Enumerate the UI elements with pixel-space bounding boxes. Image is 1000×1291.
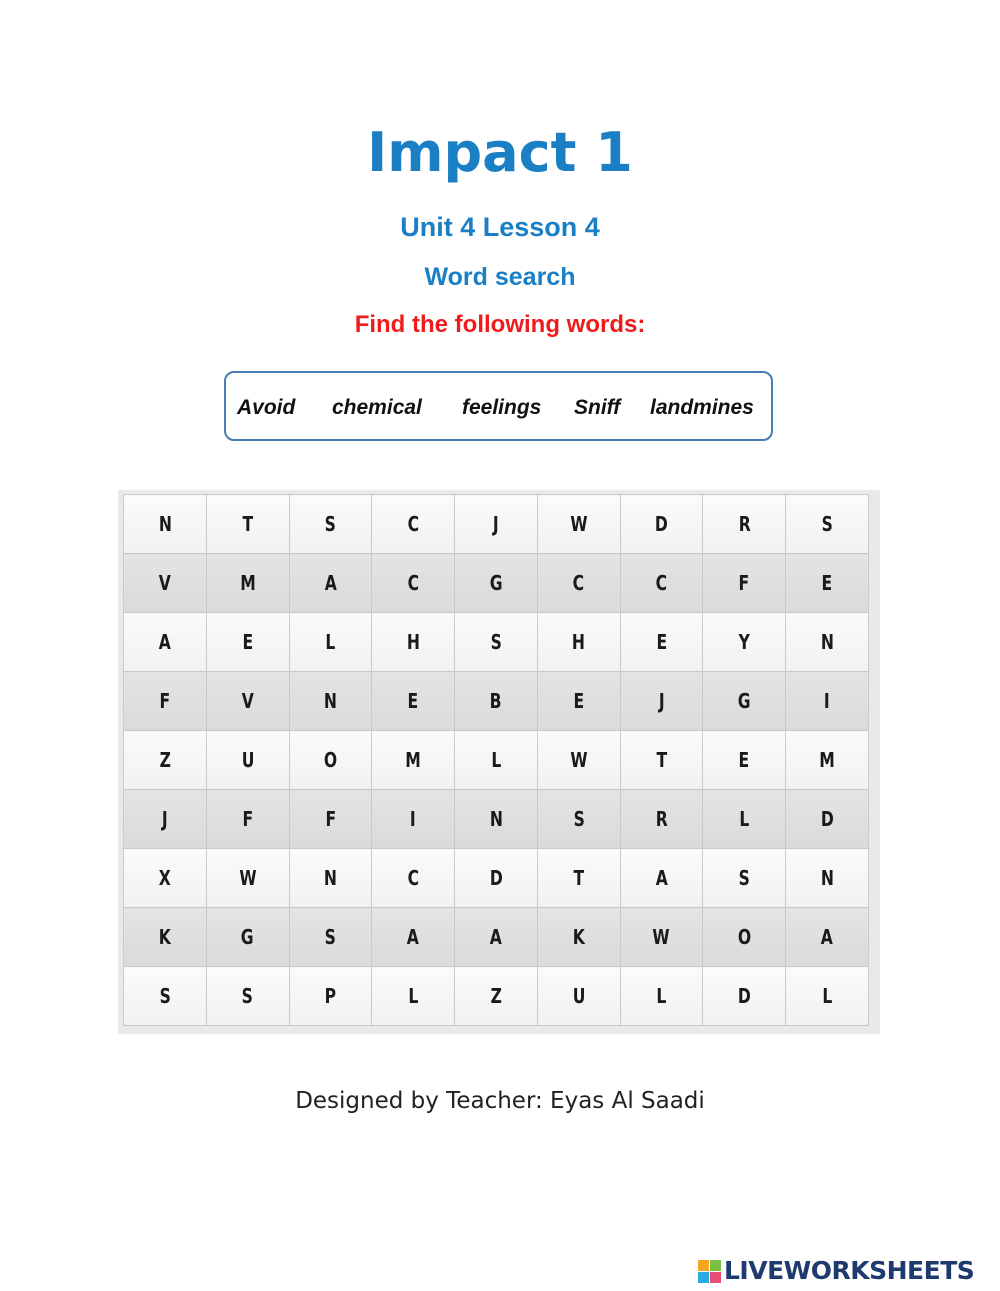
grid-letter: K xyxy=(158,925,171,949)
grid-letter: J xyxy=(658,689,665,713)
grid-letter: N xyxy=(820,866,834,890)
grid-cell[interactable] xyxy=(124,908,207,967)
word-list-box xyxy=(224,371,773,441)
word-item: landmines xyxy=(650,396,754,419)
activity-title: Word search xyxy=(424,263,576,291)
grid-cell[interactable] xyxy=(703,849,786,908)
grid-row xyxy=(124,790,869,849)
grid-letter: O xyxy=(323,748,338,772)
grid-letter: E xyxy=(821,571,833,595)
grid-letter: V xyxy=(241,689,254,713)
grid-cell[interactable] xyxy=(537,554,620,613)
grid-cell[interactable] xyxy=(786,967,869,1026)
grid-letter: L xyxy=(656,984,667,1008)
grid-letter: M xyxy=(819,748,835,772)
grid-cell[interactable] xyxy=(537,672,620,731)
grid-cell[interactable] xyxy=(455,554,538,613)
grid-letter: J xyxy=(493,512,499,536)
grid-cell[interactable] xyxy=(703,967,786,1026)
word-item: feelings xyxy=(462,396,542,419)
grid-cell[interactable] xyxy=(703,790,786,849)
grid-cell[interactable] xyxy=(124,672,207,731)
grid-cell[interactable] xyxy=(786,790,869,849)
grid-letter: Y xyxy=(738,630,750,654)
grid-cell[interactable] xyxy=(786,731,869,790)
grid-cell[interactable] xyxy=(289,849,372,908)
grid-cell[interactable] xyxy=(372,731,455,790)
grid-letter: E xyxy=(242,630,253,654)
grid-cell[interactable] xyxy=(206,908,289,967)
grid-cell[interactable] xyxy=(455,731,538,790)
grid-letter: C xyxy=(655,571,668,595)
grid-cell[interactable] xyxy=(124,967,207,1026)
grid-letter: F xyxy=(159,689,171,713)
grid-letter: A xyxy=(821,925,834,949)
grid-letter: S xyxy=(738,866,750,890)
grid-cell[interactable] xyxy=(537,495,620,554)
designer-credit: Designed by Teacher: Eyas Al Saadi xyxy=(295,1088,705,1114)
grid-cell[interactable] xyxy=(786,554,869,613)
grid-letter: M xyxy=(405,748,421,772)
grid-cell[interactable] xyxy=(289,967,372,1026)
grid-letter: W xyxy=(652,925,671,949)
grid-letter: C xyxy=(407,512,419,536)
grid-letter: N xyxy=(323,689,337,713)
grid-cell[interactable] xyxy=(537,731,620,790)
grid-letter: B xyxy=(489,689,502,713)
word-item: Avoid xyxy=(237,396,296,419)
grid-cell[interactable] xyxy=(289,672,372,731)
word-item: Sniff xyxy=(574,396,621,419)
grid-letter: E xyxy=(407,689,419,713)
grid-letter: E xyxy=(738,748,750,772)
grid-letter: U xyxy=(241,748,254,772)
grid-letter: A xyxy=(655,866,668,890)
grid-cell[interactable] xyxy=(786,613,869,672)
grid-row xyxy=(124,967,869,1026)
grid-cell[interactable] xyxy=(206,967,289,1026)
grid-letter: J xyxy=(161,807,168,831)
grid-letter: E xyxy=(573,689,585,713)
grid-cell[interactable] xyxy=(455,613,538,672)
grid-cell[interactable] xyxy=(124,790,207,849)
grid-cell[interactable] xyxy=(206,790,289,849)
liveworksheets-logo xyxy=(698,1256,974,1286)
instruction-text: Find the following words: xyxy=(354,311,646,338)
grid-letter: N xyxy=(489,807,503,831)
grid-row xyxy=(124,849,869,908)
grid-letter: R xyxy=(655,807,668,831)
grid-letter: L xyxy=(490,748,501,772)
grid-cell[interactable] xyxy=(124,613,207,672)
grid-letter: K xyxy=(572,925,585,949)
grid-letter: L xyxy=(325,630,336,654)
grid-letter: L xyxy=(408,984,419,1008)
grid-cell[interactable] xyxy=(620,495,703,554)
grid-cell[interactable] xyxy=(620,908,703,967)
grid-letter: E xyxy=(656,630,667,654)
grid-letter: V xyxy=(158,571,171,595)
grid-cell[interactable] xyxy=(620,613,703,672)
grid-letter: W xyxy=(570,748,588,772)
grid-cell[interactable] xyxy=(455,790,538,849)
grid-cell[interactable] xyxy=(289,790,372,849)
grid-cell[interactable] xyxy=(620,731,703,790)
grid-cell[interactable] xyxy=(372,554,455,613)
grid-letter: D xyxy=(820,807,834,831)
grid-cell[interactable] xyxy=(786,495,869,554)
grid-letter: S xyxy=(821,512,833,536)
grid-letter: M xyxy=(239,571,256,595)
grid-cell[interactable] xyxy=(537,849,620,908)
grid-letter: D xyxy=(654,512,668,536)
grid-cell[interactable] xyxy=(206,554,289,613)
grid-letter: A xyxy=(489,925,502,949)
grid-cell[interactable] xyxy=(124,731,207,790)
grid-cell[interactable] xyxy=(703,908,786,967)
grid-cell[interactable] xyxy=(206,495,289,554)
grid-letter: I xyxy=(824,689,830,713)
grid-letter: R xyxy=(738,512,751,536)
grid-row xyxy=(124,731,869,790)
grid-cell[interactable] xyxy=(455,908,538,967)
grid-letter: O xyxy=(737,925,751,949)
grid-cell[interactable] xyxy=(703,495,786,554)
grid-cell[interactable] xyxy=(372,495,455,554)
grid-row xyxy=(124,613,869,672)
grid-letter: W xyxy=(239,866,257,890)
grid-cell[interactable] xyxy=(620,849,703,908)
grid-cell[interactable] xyxy=(455,672,538,731)
word-item: chemical xyxy=(332,396,422,419)
grid-letter: A xyxy=(158,630,171,654)
grid-row xyxy=(124,908,869,967)
grid-cell[interactable] xyxy=(372,613,455,672)
grid-cell[interactable] xyxy=(206,731,289,790)
grid-letter: S xyxy=(159,984,171,1008)
grid-letter: G xyxy=(737,689,751,713)
logo-text: LIVEWORKSHEETS xyxy=(724,1256,975,1285)
grid-letter: C xyxy=(407,866,419,890)
grid-letter: N xyxy=(158,512,172,536)
grid-letter: H xyxy=(406,630,420,654)
grid-letter: N xyxy=(323,866,337,890)
grid-cell[interactable] xyxy=(124,554,207,613)
grid-letter: D xyxy=(489,866,503,890)
grid-cell[interactable] xyxy=(206,613,289,672)
grid-cell[interactable] xyxy=(289,908,372,967)
grid-letter: Z xyxy=(490,984,502,1008)
grid-letter: G xyxy=(241,925,255,949)
grid-letter: S xyxy=(324,512,337,536)
grid-letter: X xyxy=(158,866,171,890)
grid-cell[interactable] xyxy=(620,967,703,1026)
grid-letter: G xyxy=(489,571,503,595)
grid-cell[interactable] xyxy=(124,495,207,554)
grid-cell[interactable] xyxy=(289,554,372,613)
grid-letter: S xyxy=(324,925,337,949)
grid-letter: F xyxy=(242,807,253,831)
grid-letter: N xyxy=(820,630,834,654)
grid-cell[interactable] xyxy=(455,849,538,908)
grid-row xyxy=(124,554,869,613)
grid-cell[interactable] xyxy=(786,849,869,908)
grid-cell[interactable] xyxy=(703,731,786,790)
grid-cell[interactable] xyxy=(372,672,455,731)
grid-letter: I xyxy=(410,807,417,831)
grid-cell[interactable] xyxy=(703,672,786,731)
grid-row xyxy=(124,672,869,731)
grid-letter: T xyxy=(656,748,667,772)
grid-cell[interactable] xyxy=(537,908,620,967)
grid-letter: D xyxy=(737,984,751,1008)
grid-letter: U xyxy=(572,984,586,1008)
grid-cell[interactable] xyxy=(786,672,869,731)
letter-grid-table xyxy=(123,494,869,1026)
grid-letter: T xyxy=(242,512,253,536)
grid-cell[interactable] xyxy=(537,967,620,1026)
grid-letter: L xyxy=(739,807,750,831)
grid-cell[interactable] xyxy=(289,495,372,554)
grid-letter: H xyxy=(572,630,586,654)
grid-cell[interactable] xyxy=(786,908,869,967)
grid-cell[interactable] xyxy=(206,849,289,908)
grid-letter: W xyxy=(570,512,588,536)
grid-row xyxy=(124,495,869,554)
grid-letter: A xyxy=(324,571,337,595)
grid-cell[interactable] xyxy=(372,908,455,967)
word-search-grid xyxy=(118,490,880,1034)
grid-cell[interactable] xyxy=(620,672,703,731)
grid-letter: A xyxy=(407,925,420,949)
grid-letter: P xyxy=(324,984,337,1008)
grid-letter: C xyxy=(572,571,585,595)
grid-letter: L xyxy=(822,984,833,1008)
grid-cell[interactable] xyxy=(372,790,455,849)
grid-cell[interactable] xyxy=(620,790,703,849)
page-title: Impact 1 xyxy=(367,121,633,184)
grid-cell[interactable] xyxy=(206,672,289,731)
grid-letter: Z xyxy=(159,748,171,772)
grid-cell[interactable] xyxy=(455,495,538,554)
grid-cell[interactable] xyxy=(620,554,703,613)
grid-cell[interactable] xyxy=(703,613,786,672)
grid-letter: F xyxy=(325,807,336,831)
grid-letter: S xyxy=(490,630,502,654)
grid-letter: S xyxy=(573,807,585,831)
grid-cell[interactable] xyxy=(372,849,455,908)
grid-cell[interactable] xyxy=(703,554,786,613)
grid-letter: T xyxy=(573,866,585,890)
grid-letter: S xyxy=(242,984,254,1008)
grid-letter: F xyxy=(738,571,750,595)
grid-letter: C xyxy=(407,571,419,595)
grid-cell[interactable] xyxy=(455,967,538,1026)
liveworksheets-logo-icon xyxy=(698,1260,721,1283)
grid-cell[interactable] xyxy=(289,731,372,790)
grid-cell[interactable] xyxy=(289,613,372,672)
grid-cell[interactable] xyxy=(124,849,207,908)
grid-cell[interactable] xyxy=(372,967,455,1026)
lesson-subtitle: Unit 4 Lesson 4 xyxy=(400,212,600,242)
grid-cell[interactable] xyxy=(537,613,620,672)
grid-cell[interactable] xyxy=(537,790,620,849)
